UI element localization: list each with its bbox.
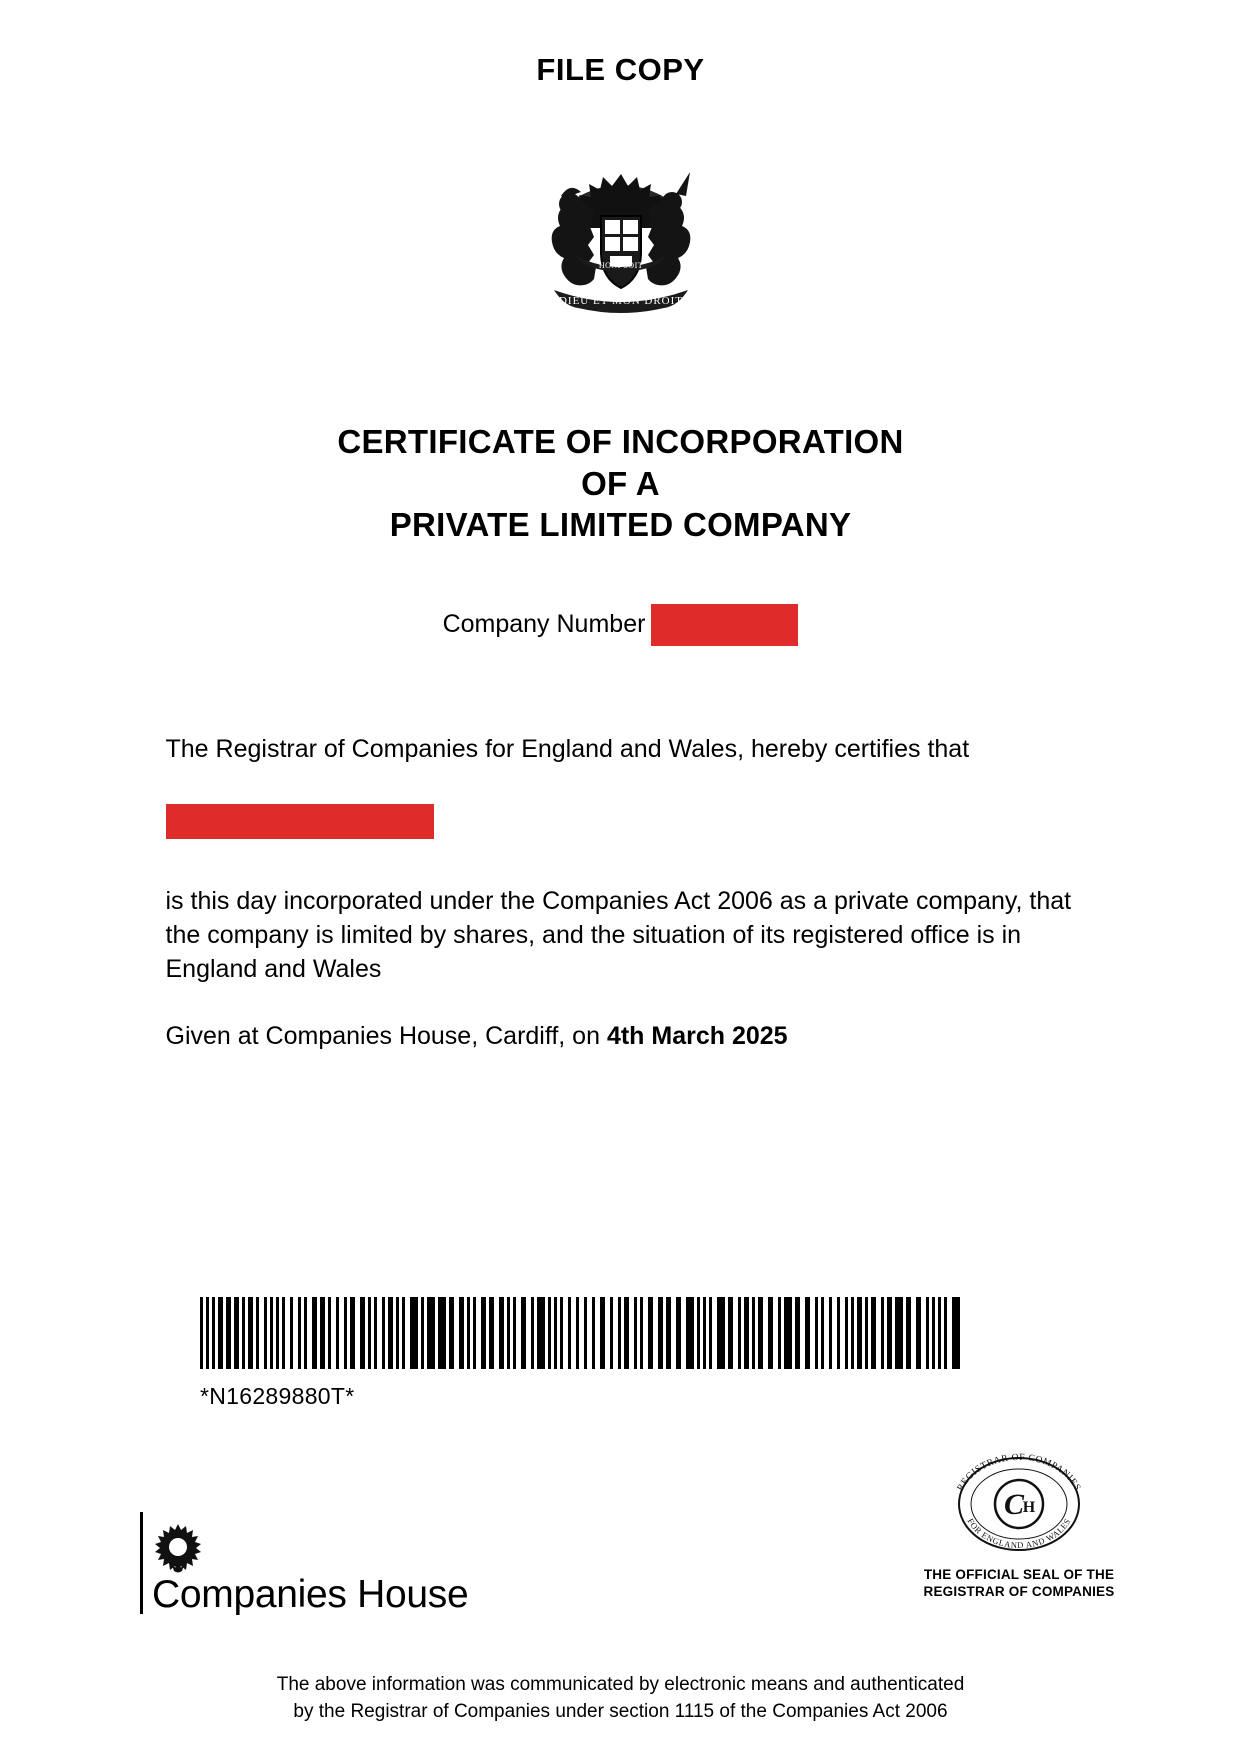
given-date: 4th March 2025 [606, 1021, 788, 1050]
footer-note [0, 1671, 1241, 1726]
barcode-area [200, 1297, 965, 1410]
svg-text:C: C [1003, 1488, 1025, 1521]
barcode-text: *N16289880T* [200, 1383, 355, 1409]
footer-line-1: The above information was communicated by electronic means and authenticated [276, 1673, 965, 1695]
official-seal-icon [934, 1448, 1104, 1560]
seal-caption [919, 1567, 1119, 1601]
company-number-row [0, 604, 1241, 646]
company-number-redaction [651, 604, 798, 646]
logo-divider [140, 1512, 143, 1614]
svg-text:HONI SOIT: HONI SOIT [598, 261, 643, 270]
title-line-2: OF A [581, 464, 660, 502]
seal-caption-line-1: THE OFFICIAL SEAL OF THE [923, 1567, 1115, 1582]
official-seal [919, 1448, 1119, 1601]
title-line-3: PRIVATE LIMITED COMPANY [389, 506, 852, 544]
given-at-line [166, 1022, 1076, 1051]
title-line-1: CERTIFICATE OF INCORPORATION [337, 423, 904, 460]
paragraph-1: The Registrar of Companies for England and Wales, hereby certifies that [165, 734, 970, 763]
company-name-redaction [166, 804, 434, 839]
barcode-icon [200, 1297, 965, 1369]
svg-text:REGISTRAR OF COMPANIES: REGISTRAR OF COMPANIES [955, 1452, 1083, 1493]
companies-house-logo [140, 1512, 468, 1614]
paragraph-2: is this day incorporated under the Companies Act 2006 as a private company, that the company is limited by shares, and the situation of its registered office is in England and Wales [165, 886, 1072, 983]
company-number-label: Company Number [442, 610, 646, 639]
svg-text:H: H [1022, 1499, 1036, 1516]
page-title [0, 421, 1241, 546]
companies-house-name: Companies House [152, 1573, 469, 1616]
svg-text:DIEU ET MON DROIT: DIEU ET MON DROIT [558, 295, 683, 307]
royal-coat-of-arms-container [0, 140, 1241, 345]
file-copy-label: FILE COPY [536, 52, 705, 87]
svg-text:FOR ENGLAND AND WALES: FOR ENGLAND AND WALES [965, 1516, 1073, 1551]
given-prefix: Given at Companies House, Cardiff, on [165, 1021, 607, 1050]
companies-house-crest-icon [152, 1521, 204, 1573]
certificate-body [166, 732, 1076, 1051]
footer-line-2: by the Registrar of Companies under section 1115 of the Companies Act 2006 [293, 1701, 948, 1723]
royal-coat-of-arms-icon [506, 140, 736, 345]
seal-caption-line-2: REGISTRAR OF COMPANIES [923, 1583, 1115, 1599]
